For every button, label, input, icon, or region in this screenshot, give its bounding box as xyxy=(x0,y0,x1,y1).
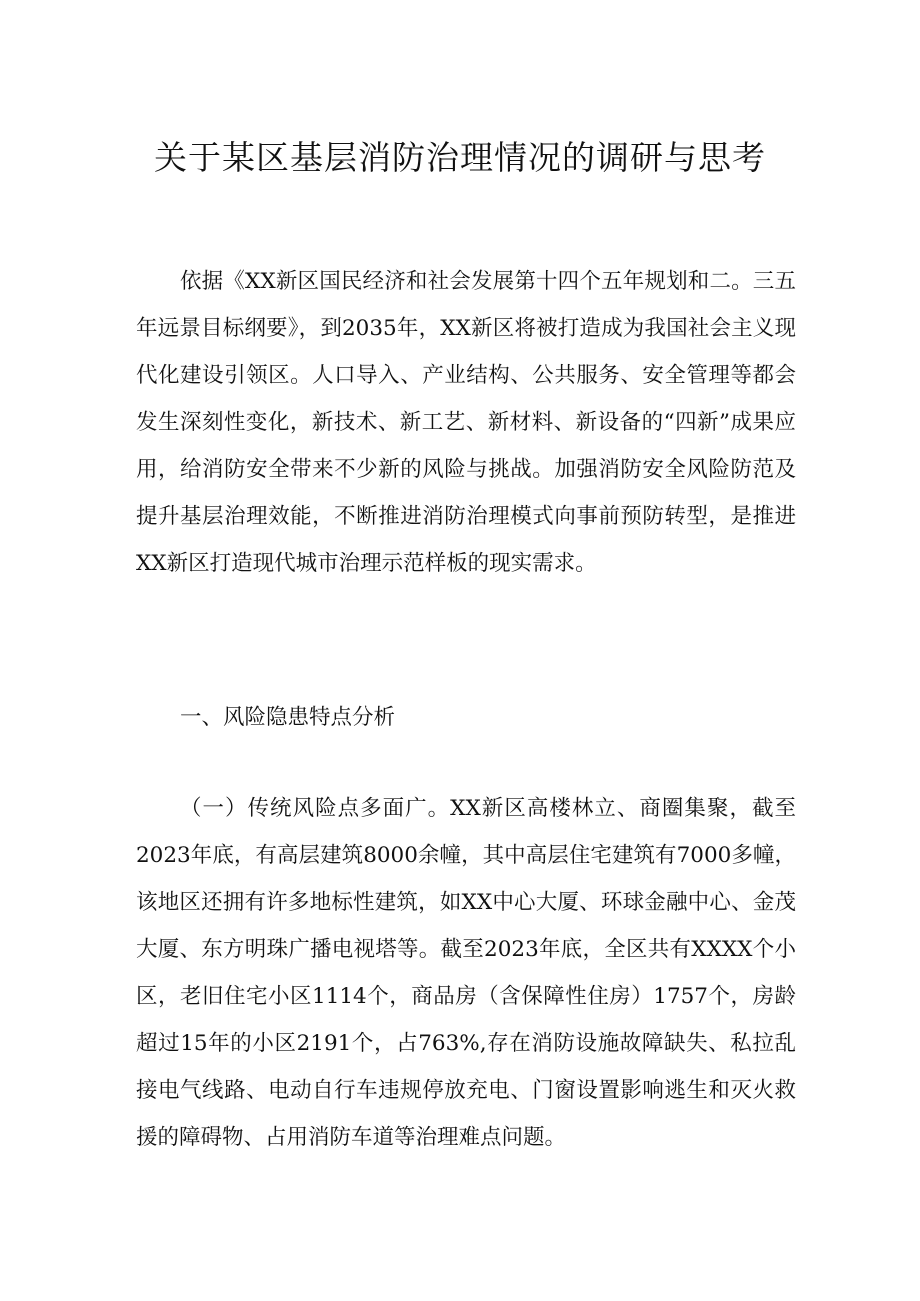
document-title: 关于某区基层消防治理情况的调研与思考 xyxy=(154,138,766,177)
traditional-risk-paragraph: （一）传统风险点多面广。XX新区高楼林立、商圈集聚，截至2023年底，有高层建筑8000余幢，其中高层住宅建筑有7000多幢，该地区还拥有许多地标性建筑，如XX中心大厦、环球金融中心、金茂大厦、东方明珠广播电视塔等。截至2023年底，全区共有XXXX个小区，老旧住宅小区1114个，商品房（含保障性住房）1757个，房龄超过15年的小区2191个，占763%,存在消防设施故障缺失、私拉乱接电气线路、电动自行车违规停放充电、门窗设置影响逃生和灭火救援的障碍物、占用消防车道等治理难点问题。 xyxy=(136,796,796,1150)
section-heading-risk-analysis: 一、风险隐患特点分析 xyxy=(180,705,396,730)
intro-paragraph: 依据《XX新区国民经济和社会发展第十四个五年规划和二。三五年远景目标纲要》，到2035年，XX新区将被打造成为我国社会主义现代化建设引领区。人口导入、产业结构、公共服务、安全管理等都会发生深刻性变化，新技术、新工艺、新材料、新设备的“四新”成果应用，给消防安全带来不少新的风险与挑战。加强消防安全风险防范及提升基层治理效能，不断推进消防治理模式向事前预防转型，是推进XX新区打造现代城市治理示范样板的现实需求。 xyxy=(136,269,796,576)
